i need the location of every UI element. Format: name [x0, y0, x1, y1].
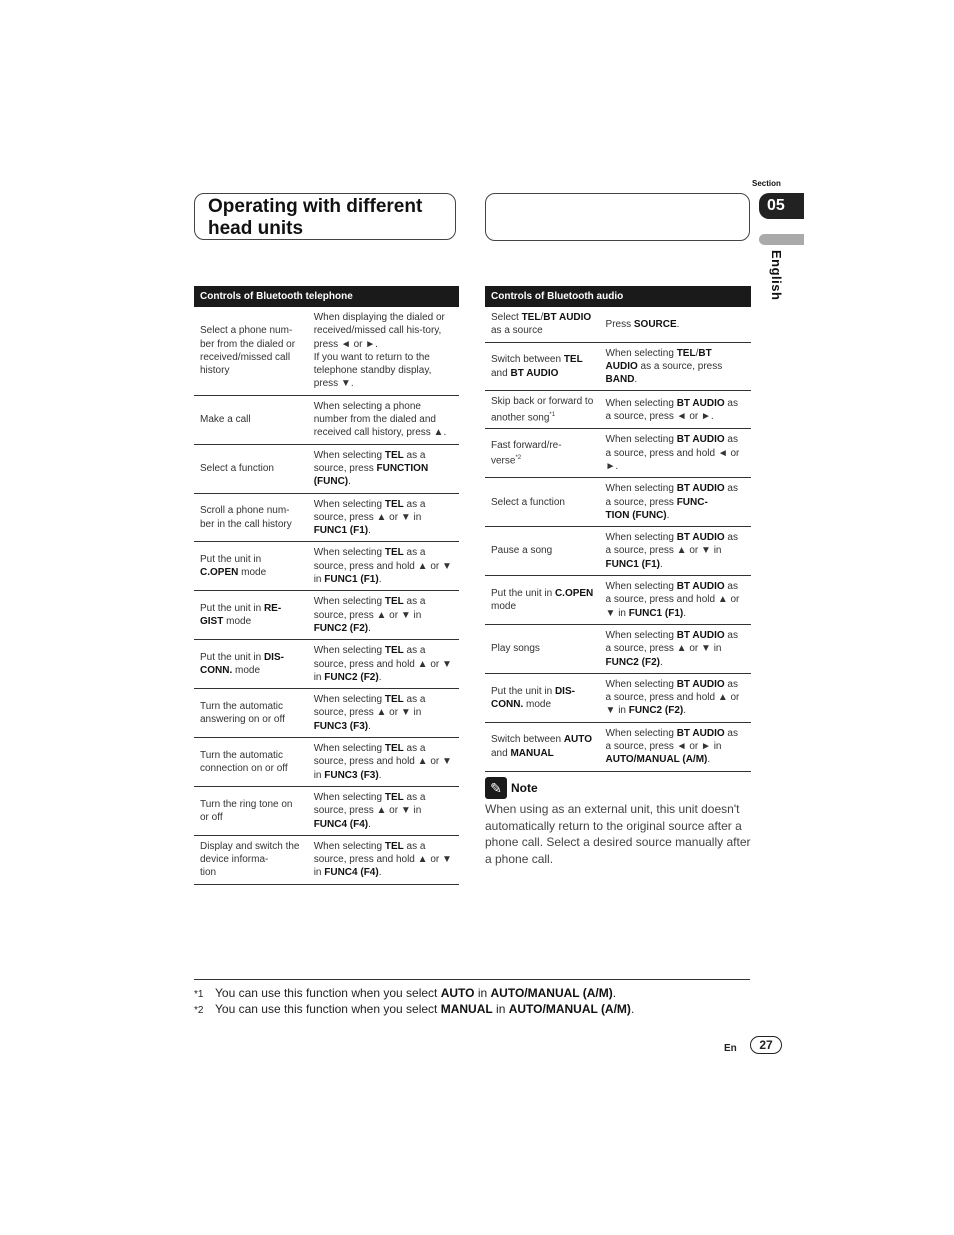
- action-cell: Select a function: [485, 478, 600, 527]
- action-cell: Put the unit in DIS- CONN. mode: [194, 640, 308, 689]
- footer-language: En: [724, 1043, 737, 1054]
- table-row: [194, 493, 459, 542]
- bluetooth-audio-table: [485, 286, 751, 772]
- table-row: [194, 689, 459, 738]
- table-row: [485, 429, 751, 478]
- action-cell: Put the unit in C.OPEN mode: [485, 576, 600, 625]
- table-row: [194, 835, 459, 884]
- action-cell: Turn the automatic connection on or off: [194, 738, 308, 787]
- instruction-cell: When selecting TEL as a source, press FUNCTION (FUNC).: [308, 444, 459, 493]
- blank-header-box: [485, 193, 750, 241]
- action-cell: Scroll a phone num- ber in the call history: [194, 493, 308, 542]
- action-cell: Fast forward/re- verse$^{*2}$: [485, 429, 600, 478]
- instruction-cell: When selecting TEL as a source, press ▲ or ▼ in FUNC1 (F1).: [308, 493, 459, 542]
- action-cell: Select a function: [194, 444, 308, 493]
- footnote-divider: [194, 979, 750, 980]
- table-row: [485, 342, 751, 391]
- table-row: [485, 391, 751, 429]
- action-cell: Skip back or forward to another song$^{*1}$: [485, 391, 600, 429]
- language-tab: [759, 234, 804, 245]
- action-cell: Turn the ring tone on or off: [194, 786, 308, 835]
- note-title: Note: [511, 781, 538, 795]
- instruction-cell: Press SOURCE.: [600, 307, 751, 342]
- instruction-cell: When selecting BT AUDIO as a source, press and hold ◄ or ►.: [600, 429, 751, 478]
- action-cell: Select TEL/BT AUDIO as a source: [485, 307, 600, 342]
- action-cell: Put the unit in RE- GIST mode: [194, 591, 308, 640]
- note-text: When using as an external unit, this unit doesn't automatically return to the original source after a phone call. Select a desired source manually after a phone call.: [485, 802, 751, 866]
- instruction-cell: When selecting TEL as a source, press and hold ▲ or ▼ in FUNC2 (F2).: [308, 640, 459, 689]
- title-box: [194, 193, 456, 240]
- action-cell: Display and switch the device informa- tion: [194, 835, 308, 884]
- instruction-cell: When selecting BT AUDIO as a source, press ▲ or ▼ in FUNC2 (F2).: [600, 624, 751, 673]
- footnote-mark: *1: [194, 989, 204, 1000]
- instruction-cell: When displaying the dialed or received/missed call his-tory, press ◄ or ►. If you want to return to the telephone standby display, press ▼.: [308, 307, 459, 395]
- page-title: Operating with different head units: [208, 196, 423, 239]
- table-row: [485, 527, 751, 576]
- instruction-cell: When selecting BT AUDIO as a source, press FUNC- TION (FUNC).: [600, 478, 751, 527]
- instruction-cell: When selecting TEL/BT AUDIO as a source, press BAND.: [600, 342, 751, 391]
- footnote-mark: *2: [194, 1005, 204, 1016]
- instruction-cell: When selecting BT AUDIO as a source, press ◄ or ►.: [600, 391, 751, 429]
- table-row: [194, 738, 459, 787]
- instruction-cell: When selecting TEL as a source, press ▲ or ▼ in FUNC4 (F4).: [308, 786, 459, 835]
- bluetooth-telephone-table: [194, 286, 459, 885]
- action-cell: Switch between TEL and BT AUDIO: [485, 342, 600, 391]
- table-row: [485, 478, 751, 527]
- action-cell: Put the unit in C.OPEN mode: [194, 542, 308, 591]
- instruction-cell: When selecting TEL as a source, press and hold ▲ or ▼ in FUNC4 (F4).: [308, 835, 459, 884]
- instruction-cell: When selecting TEL as a source, press and hold ▲ or ▼ in FUNC3 (F3).: [308, 738, 459, 787]
- table-row: [485, 307, 751, 342]
- language-label: English: [769, 250, 784, 301]
- table-row: [485, 673, 751, 722]
- table-row: [194, 444, 459, 493]
- action-cell: Turn the automatic answering on or off: [194, 689, 308, 738]
- action-cell: Play songs: [485, 624, 600, 673]
- note-header: [485, 777, 538, 799]
- instruction-cell: When selecting TEL as a source, press ▲ or ▼ in FUNC3 (F3).: [308, 689, 459, 738]
- instruction-cell: When selecting TEL as a source, press ▲ or ▼ in FUNC2 (F2).: [308, 591, 459, 640]
- page-number: 27: [750, 1036, 782, 1054]
- table-row: [194, 786, 459, 835]
- table-row: [194, 640, 459, 689]
- instruction-cell: When selecting BT AUDIO as a source, press ▲ or ▼ in FUNC1 (F1).: [600, 527, 751, 576]
- instruction-cell: When selecting TEL as a source, press and hold ▲ or ▼ in FUNC1 (F1).: [308, 542, 459, 591]
- footnote-1: *1 You can use this function when you select AUTO in AUTO/MANUAL (A/M).: [194, 986, 617, 1000]
- table-row: [485, 576, 751, 625]
- action-cell: Select a phone num- ber from the dialed or received/missed call history: [194, 307, 308, 395]
- action-cell: Make a call: [194, 395, 308, 444]
- instruction-cell: When selecting a phone number from the dialed and received call history, press ▲.: [308, 395, 459, 444]
- instruction-cell: When selecting BT AUDIO as a source, press and hold ▲ or ▼ in FUNC2 (F2).: [600, 673, 751, 722]
- section-number-tab: 05: [759, 193, 804, 219]
- table-row: [485, 722, 751, 771]
- instruction-cell: When selecting BT AUDIO as a source, press and hold ▲ or ▼ in FUNC1 (F1).: [600, 576, 751, 625]
- footnote-2: *2 You can use this function when you select MANUAL in AUTO/MANUAL (A/M).: [194, 1002, 635, 1016]
- action-cell: Pause a song: [485, 527, 600, 576]
- instruction-cell: When selecting BT AUDIO as a source, press ◄ or ► in AUTO/MANUAL (A/M).: [600, 722, 751, 771]
- table-row: [194, 395, 459, 444]
- action-cell: Switch between AUTO and MANUAL: [485, 722, 600, 771]
- section-label: Section: [752, 179, 781, 188]
- pencil-note-icon: ✎: [485, 777, 507, 799]
- table-row: [194, 591, 459, 640]
- table-heading: Controls of Bluetooth telephone: [194, 286, 459, 307]
- table-row: [194, 307, 459, 395]
- table-row: [485, 624, 751, 673]
- table-row: [194, 542, 459, 591]
- table-heading: Controls of Bluetooth audio: [485, 286, 751, 307]
- action-cell: Put the unit in DIS- CONN. mode: [485, 673, 600, 722]
